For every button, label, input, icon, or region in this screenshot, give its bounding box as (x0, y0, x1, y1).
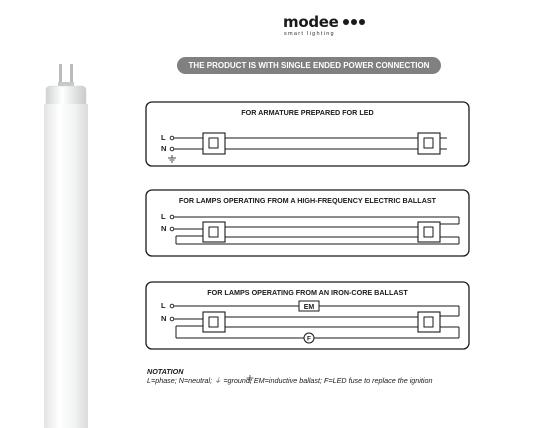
led-tube-image (44, 64, 88, 428)
diagram-title-iron-core: FOR LAMPS OPERATING FROM AN IRON-CORE BALLAST (207, 288, 408, 297)
label-neutral: N (161, 314, 167, 323)
fuse-label: F (307, 335, 311, 343)
notation-text: L=phase; N=neutral; ⏚ =ground; EM=inductive ballast; F=LED fuse to replace the ignition (147, 376, 433, 385)
label-phase: L (161, 301, 166, 310)
connection-banner: THE PRODUCT IS WITH SINGLE ENDED POWER CONNECTION (177, 57, 441, 74)
em-label: EM (303, 304, 315, 311)
brand-tagline: smart lighting (284, 31, 335, 37)
label-phase: L (161, 212, 166, 221)
notation-heading: NOTATION (147, 367, 184, 376)
ground-icon (168, 155, 176, 162)
fuse-symbol (304, 333, 314, 343)
label-phase: L (161, 133, 166, 142)
diagram-title-hf-ballast: FOR LAMPS OPERATING FROM A HIGH-FREQUENCY ELECTRIC BALLAST (178, 196, 437, 205)
brand-name: modee (283, 13, 339, 31)
diagram-title-armature: FOR ARMATURE PREPARED FOR LED (241, 108, 374, 117)
notation (147, 367, 432, 386)
label-neutral: N (161, 224, 167, 233)
label-neutral: N (161, 144, 167, 153)
em-ballast-symbol (299, 301, 319, 311)
